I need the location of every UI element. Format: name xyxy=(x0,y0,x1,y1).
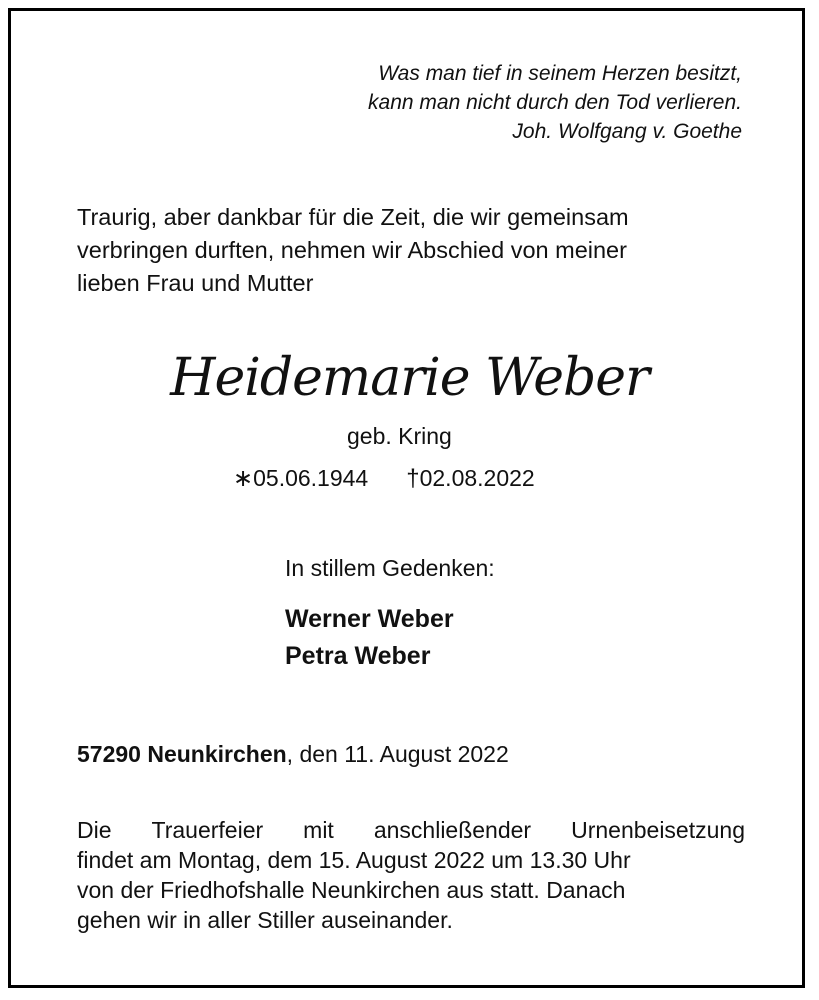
intro-line-3: lieben Frau und Mutter xyxy=(77,270,314,296)
obituary-frame xyxy=(8,8,805,988)
intro-text xyxy=(77,201,749,300)
mourner-name: Werner Weber xyxy=(285,605,454,633)
death-date: 02.08.2022 xyxy=(419,465,535,491)
quote-line-2: kann man nicht durch den Tod verlieren. xyxy=(368,91,742,114)
funeral-line-3: von der Friedhofshalle Neunkirchen aus statt. Danach xyxy=(77,877,626,903)
funeral-word: Die xyxy=(77,817,112,843)
quote-block xyxy=(368,59,742,146)
funeral-line-1 xyxy=(77,815,745,845)
intro-line-1: Traurig, aber dankbar für die Zeit, die wir gemeinsam xyxy=(77,204,629,230)
life-dates xyxy=(233,463,535,494)
birth-star-icon: ∗ xyxy=(233,465,254,492)
intro-line-2: verbringen durften, nehmen wir Abschied von meiner xyxy=(77,237,627,263)
mourner-list xyxy=(285,601,454,675)
quote-line-1: Was man tief in seinem Herzen besitzt, xyxy=(378,62,742,85)
date: , den 11. August 2022 xyxy=(286,741,509,767)
funeral-line-4: gehen wir in aller Stiller auseinander. xyxy=(77,907,453,933)
deceased-name: Heidemarie Weber xyxy=(170,348,649,408)
place: 57290 Neunkirchen xyxy=(77,741,287,767)
quote-author: Joh. Wolfgang v. Goethe xyxy=(512,120,742,143)
funeral-word: mit xyxy=(303,817,334,843)
birth-date: 05.06.1944 xyxy=(253,465,369,491)
funeral-word: anschließender xyxy=(373,817,532,843)
funeral-word: Trauerfeier xyxy=(151,817,264,843)
mourner-name: Petra Weber xyxy=(285,642,431,670)
place-date-line xyxy=(77,739,509,769)
maiden-name: geb. Kring xyxy=(347,423,452,449)
funeral-notice xyxy=(77,815,745,935)
funeral-word: Urnenbeisetzung xyxy=(571,817,745,843)
memorial-heading: In stillem Gedenken: xyxy=(285,555,495,581)
death-cross-icon: † xyxy=(406,465,420,492)
funeral-line-2: findet am Montag, dem 15. August 2022 um 13.30 Uhr xyxy=(77,847,631,873)
